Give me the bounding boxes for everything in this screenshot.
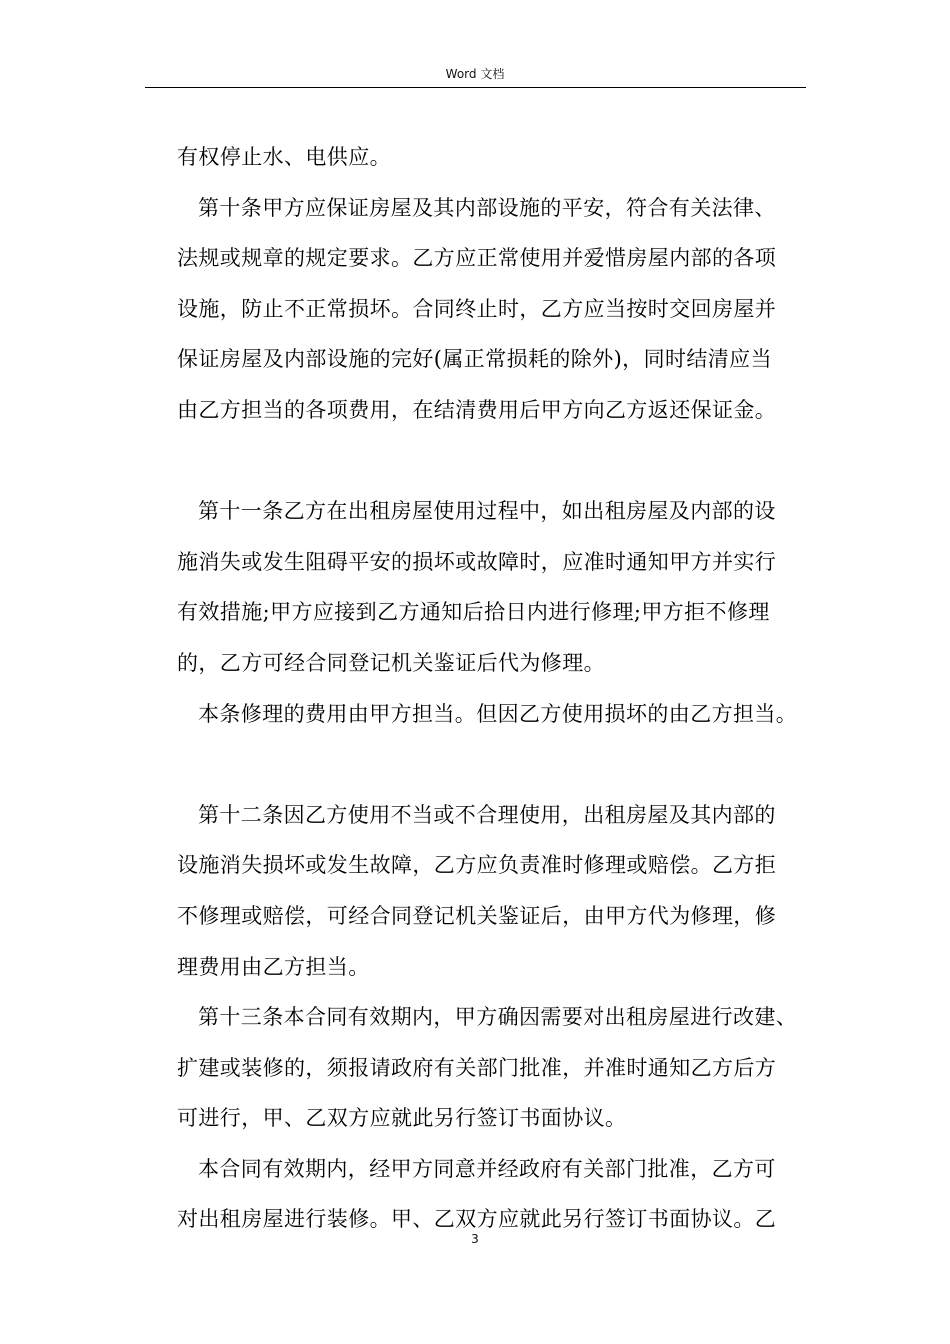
- blank-line: [177, 436, 827, 487]
- page-number: 3: [471, 1232, 479, 1246]
- text-line: 设施消失损坏或发生故障，乙方应负责准时修理或赔偿。乙方拒: [177, 853, 777, 878]
- text-line: 由乙方担当的各项费用，在结清费用后甲方向乙方返还保证金。: [177, 397, 777, 422]
- text-line: 保证房屋及内部设施的完好(属正常损耗的除外)，同时结清应当: [177, 347, 772, 372]
- text-line: 法规或规章的规定要求。乙方应正常使用并爱惜房屋内部的各项: [177, 246, 777, 271]
- page-header: Word 文档: [445, 67, 505, 81]
- paragraph-start-line: 第十一条乙方在出租房屋使用过程中，如出租房屋及内部的设: [198, 499, 776, 524]
- text-line: 有效措施;甲方应接到乙方通知后拾日内进行修理;甲方拒不修理: [177, 600, 770, 625]
- text-line: 可进行，甲、乙双方应就此另行签订书面协议。: [177, 1106, 627, 1131]
- paragraph-start-line: 本合同有效期内，经甲方同意并经政府有关部门批准，乙方可: [198, 1156, 776, 1181]
- text-line: 设施，防止不正常损坏。合同终止时，乙方应当按时交回房屋并: [177, 296, 777, 321]
- paragraph-start-line: 本条修理的费用由甲方担当。但因乙方使用损坏的由乙方担当。: [198, 701, 798, 726]
- blank-line: [177, 739, 827, 790]
- text-line: 的，乙方可经合同登记机关鉴证后代为修理。: [177, 650, 605, 675]
- paragraph-start-line: 第十二条因乙方使用不当或不合理使用，出租房屋及其内部的: [198, 802, 776, 827]
- document-body: [177, 132, 827, 1245]
- text-line: 扩建或装修的，须报请政府有关部门批准，并准时通知乙方后方: [177, 1055, 777, 1080]
- paragraph-start-line: 第十条甲方应保证房屋及其内部设施的平安，符合有关法律、: [198, 195, 776, 220]
- text-line: 理费用由乙方担当。: [177, 954, 370, 979]
- text-line: 施消失或发生阻碍平安的损坏或故障时，应准时通知甲方并实行: [177, 549, 777, 574]
- paragraph-start-line: 第十三条本合同有效期内，甲方确因需要对出租房屋进行改建、: [198, 1005, 798, 1030]
- text-line: 对出租房屋进行装修。甲、乙双方应就此另行签订书面协议。乙: [177, 1207, 777, 1232]
- text-line: 有权停止水、电供应。: [177, 145, 391, 169]
- text-line: 不修理或赔偿，可经合同登记机关鉴证后，由甲方代为修理，修: [177, 903, 777, 928]
- header-divider: [145, 87, 806, 88]
